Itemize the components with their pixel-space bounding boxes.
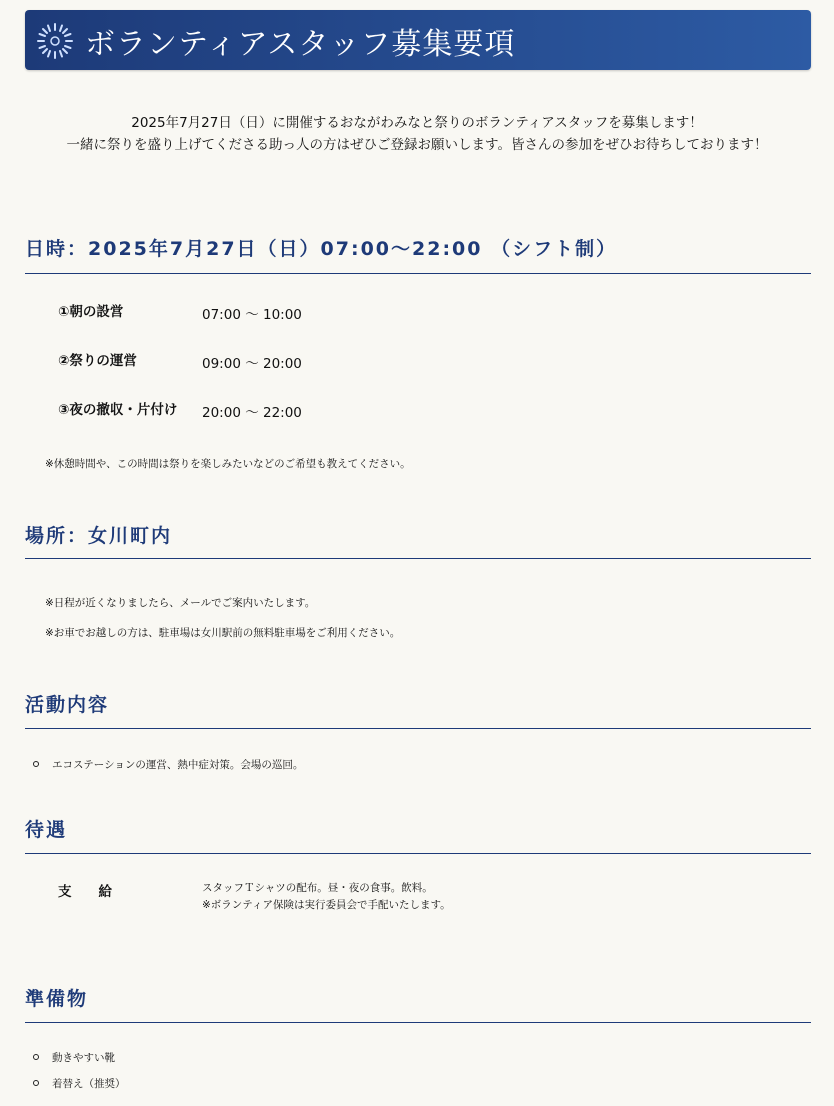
items-heading: 準備物 xyxy=(25,988,89,1010)
divider xyxy=(25,1022,811,1023)
divider xyxy=(25,273,811,274)
schedule-heading: 日時：2025年7月27日（日）07:00〜22:00 （シフト制） xyxy=(25,238,618,260)
shift-time: 20:00 〜 22:00 xyxy=(202,405,302,421)
schedule-note: ※休憩時間や、この時間は祭りを楽しみたいなどのご希望も教えてください。 xyxy=(45,458,411,470)
intro-text xyxy=(0,112,834,156)
activities-heading: 活動内容 xyxy=(25,694,110,716)
list-item xyxy=(33,1076,126,1091)
location-note: ※日程が近くなりましたら、メールでご案内いたします。 xyxy=(45,597,316,609)
location-note: ※お車でお越しの方は、駐車場は女川駅前の無料駐車場をご利用ください。 xyxy=(45,627,401,639)
intro-line-1: 2025年7月27日（日）に開催するおながわみなと祭りのボランティアスタッフを募集します！ xyxy=(131,115,703,131)
treatment-heading: 待遇 xyxy=(25,819,68,841)
list-item-text: エコステーションの運営、熱中症対策。会場の巡回。 xyxy=(52,759,304,771)
shift-label: ②祭りの運営 xyxy=(58,353,137,369)
location-heading: 場所：女川町内 xyxy=(25,525,173,547)
shift-time: 07:00 〜 10:00 xyxy=(202,307,302,323)
treatment-value xyxy=(202,880,451,914)
treatment-line-1: スタッフＴシャツの配布。昼・夜の食事。飲料。 xyxy=(202,882,433,894)
page-title: ボランティアスタッフ募集要項 xyxy=(85,27,516,62)
bullet-icon xyxy=(33,1054,39,1060)
shift-label: ③夜の撤収・片付け xyxy=(58,402,178,418)
intro-line-2: 一緒に祭りを盛り上げてくださる助っ人の方はぜひご登録お願いします。皆さんの参加をぜひお待ちしております！ xyxy=(66,137,768,153)
divider xyxy=(25,558,811,559)
bullet-icon xyxy=(33,1080,39,1086)
treatment-line-2: ※ボランティア保険は実行委員会で手配いたします。 xyxy=(202,899,451,911)
firework-icon xyxy=(35,21,75,61)
list-item xyxy=(33,1050,115,1065)
shift-label: ①朝の設営 xyxy=(58,304,124,320)
bullet-icon xyxy=(33,761,39,767)
shift-time: 09:00 〜 20:00 xyxy=(202,356,302,372)
list-item-text: 着替え（推奨） xyxy=(52,1078,126,1090)
divider xyxy=(25,728,811,729)
list-item xyxy=(33,757,303,772)
treatment-label: 支 給 xyxy=(58,884,112,900)
title-banner xyxy=(25,10,811,70)
list-item-text: 動きやすい靴 xyxy=(52,1052,115,1064)
divider xyxy=(25,853,811,854)
